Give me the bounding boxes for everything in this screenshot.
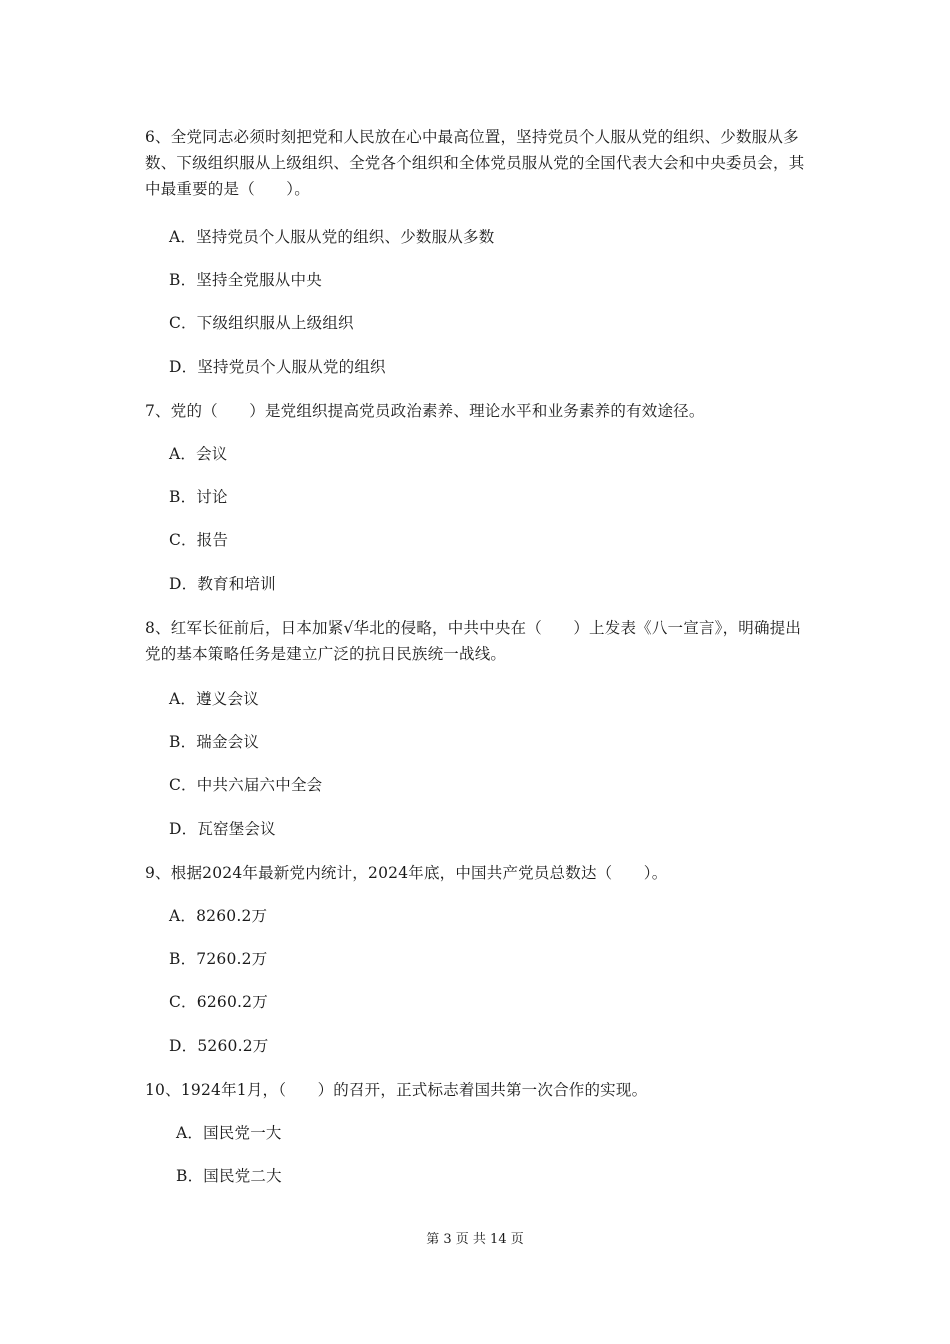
question-9-option-b: B．7260.2万 bbox=[169, 950, 268, 968]
question-6-option-c: C．下级组织服从上级组织 bbox=[169, 314, 354, 332]
question-7-option-a: A．会议 bbox=[169, 445, 228, 463]
question-9-stem: 9、根据2024年最新党内统计，2024年底，中国共产党员总数达（ ）。 bbox=[145, 864, 668, 882]
question-8-option-d: D．瓦窑堡会议 bbox=[169, 820, 276, 838]
page-footer: 第 3 页 共 14 页 bbox=[426, 1232, 524, 1247]
question-10-option-b: B．国民党二大 bbox=[176, 1167, 282, 1185]
question-9-option-d: D．5260.2万 bbox=[169, 1037, 269, 1055]
question-8-option-c: C．中共六届六中全会 bbox=[169, 776, 323, 794]
question-10-option-a: A．国民党一大 bbox=[176, 1124, 282, 1142]
question-8-option-b: B．瑞金会议 bbox=[169, 733, 260, 751]
question-9-option-a: A．8260.2万 bbox=[169, 907, 268, 925]
question-10-stem: 10、1924年1月，（ ）的召开，正式标志着国共第一次合作的实现。 bbox=[145, 1081, 648, 1099]
question-8-stem: 8、红军长征前后，日本加紧√华北的侵略，中共中央在（ ）上发表《八一宣言》，明确提出党的基本策略任务是建立广泛的抗日民族统一战线。 bbox=[145, 619, 802, 663]
question-7-stem: 7、党的（ ）是党组织提高党员政治素养、理论水平和业务素养的有效途径。 bbox=[145, 402, 705, 420]
question-6-option-b: B．坚持全党服从中央 bbox=[169, 271, 322, 289]
question-8-option-a: A．遵义会议 bbox=[169, 690, 259, 708]
question-6-option-d: D．坚持党员个人服从党的组织 bbox=[169, 358, 386, 376]
question-7-option-b: B．讨论 bbox=[169, 488, 228, 506]
question-7-option-c: C．报告 bbox=[169, 531, 229, 549]
question-7-option-d: D．教育和培训 bbox=[169, 575, 276, 593]
question-6-option-a: A．坚持党员个人服从党的组织、少数服从多数 bbox=[169, 228, 495, 246]
question-9-option-c: C．6260.2万 bbox=[169, 993, 268, 1011]
question-6-stem: 6、全党同志必须时刻把党和人民放在心中最高位置，坚持党员个人服从党的组织、少数服从多数、下级组织服从上级组织、全党各个组织和全体党员服从党的全国代表大会和中央委员会，其中最重要的是（ ）。 bbox=[145, 128, 805, 198]
